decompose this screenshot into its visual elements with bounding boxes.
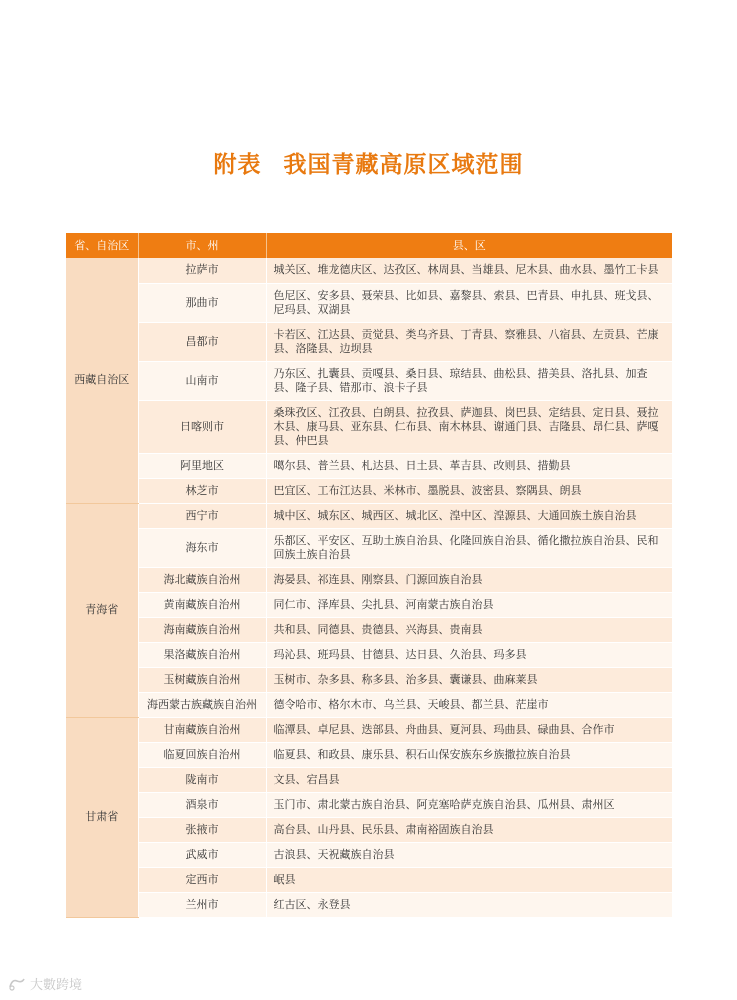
table-row [66, 322, 672, 361]
table-row [66, 617, 672, 642]
city-cell: 日喀则市 [138, 400, 266, 453]
city-cell: 甘南藏族自治州 [138, 717, 266, 742]
city-cell: 临夏回族自治州 [138, 742, 266, 767]
county-cell: 玉树市、杂多县、称多县、治多县、囊谦县、曲麻莱县 [266, 667, 672, 692]
city-cell: 阿里地区 [138, 453, 266, 478]
watermark-text: 大數跨境 [30, 978, 83, 993]
city-cell: 那曲市 [138, 283, 266, 322]
table-row [66, 692, 672, 717]
table-row [66, 528, 672, 567]
table-row [66, 892, 672, 917]
city-cell: 酒泉市 [138, 792, 266, 817]
table-row [66, 453, 672, 478]
county-cell: 桑珠孜区、江孜县、白朗县、拉孜县、萨迦县、岗巴县、定结县、定日县、聂拉木县、康马县、亚东县、仁布县、南木林县、谢通门县、吉隆县、昂仁县、萨嘎县、仲巴县 [266, 400, 672, 453]
city-cell: 张掖市 [138, 817, 266, 842]
header-county: 县、区 [266, 233, 672, 258]
city-cell: 陇南市 [138, 767, 266, 792]
province-cell: 西藏自治区 [66, 258, 138, 503]
table-row [66, 717, 672, 742]
city-cell: 定西市 [138, 867, 266, 892]
city-cell: 海东市 [138, 528, 266, 567]
header-province: 省、自治区 [66, 233, 138, 258]
county-cell: 红古区、永登县 [266, 892, 672, 917]
table-header-row [66, 233, 672, 258]
county-cell: 同仁市、泽库县、尖扎县、河南蒙古族自治县 [266, 592, 672, 617]
county-cell: 色尼区、安多县、聂荣县、比如县、嘉黎县、索县、巴青县、申扎县、班戈县、尼玛县、双湖县 [266, 283, 672, 322]
table-row [66, 258, 672, 283]
city-cell: 海西蒙古族藏族自治州 [138, 692, 266, 717]
province-cell: 甘肃省 [66, 717, 138, 917]
table-row [66, 478, 672, 503]
county-cell: 古浪县、天祝藏族自治县 [266, 842, 672, 867]
city-cell: 林芝市 [138, 478, 266, 503]
city-cell: 海北藏族自治州 [138, 567, 266, 592]
county-cell: 卡若区、江达县、贡觉县、类乌齐县、丁青县、察雅县、八宿县、左贡县、芒康县、洛隆县、边坝县 [266, 322, 672, 361]
county-cell: 城关区、堆龙德庆区、达孜区、林周县、当雄县、尼木县、曲水县、墨竹工卡县 [266, 258, 672, 283]
county-cell: 巴宜区、工布江达县、米林市、墨脱县、波密县、察隅县、朗县 [266, 478, 672, 503]
table-row [66, 400, 672, 453]
city-cell: 黄南藏族自治州 [138, 592, 266, 617]
city-cell: 兰州市 [138, 892, 266, 917]
county-cell: 岷县 [266, 867, 672, 892]
county-cell: 乃东区、扎囊县、贡嘎县、桑日县、琼结县、曲松县、措美县、洛扎县、加查县、隆子县、错那市、浪卡子县 [266, 361, 672, 400]
city-cell: 果洛藏族自治州 [138, 642, 266, 667]
county-cell: 共和县、同德县、贵德县、兴海县、贵南县 [266, 617, 672, 642]
county-cell: 噶尔县、普兰县、札达县、日土县、革吉县、改则县、措勤县 [266, 453, 672, 478]
county-cell: 玛沁县、班玛县、甘德县、达日县、久治县、玛多县 [266, 642, 672, 667]
table-row [66, 503, 672, 528]
county-cell: 乐都区、平安区、互助土族自治县、化隆回族自治县、循化撒拉族自治县、民和回族土族自治县 [266, 528, 672, 567]
city-cell: 玉树藏族自治州 [138, 667, 266, 692]
watermark-logo-icon [8, 977, 26, 991]
table-row [66, 567, 672, 592]
city-cell: 海南藏族自治州 [138, 617, 266, 642]
title-prefix: 附表 [213, 152, 262, 178]
region-table [66, 233, 672, 918]
table-row [66, 361, 672, 400]
table-row [66, 842, 672, 867]
table-row [66, 742, 672, 767]
title-text: 我国青藏高原区域范围 [283, 152, 524, 178]
county-cell: 临夏县、和政县、康乐县、积石山保安族东乡族撒拉族自治县 [266, 742, 672, 767]
county-cell: 城中区、城东区、城西区、城北区、湟中区、湟源县、大通回族土族自治县 [266, 503, 672, 528]
table-body [66, 258, 672, 917]
county-cell: 文县、宕昌县 [266, 767, 672, 792]
table-row [66, 867, 672, 892]
table-row [66, 767, 672, 792]
city-cell: 昌都市 [138, 322, 266, 361]
city-cell: 西宁市 [138, 503, 266, 528]
watermark [8, 974, 82, 993]
county-cell: 临潭县、卓尼县、迭部县、舟曲县、夏河县、玛曲县、碌曲县、合作市 [266, 717, 672, 742]
county-cell: 高台县、山丹县、民乐县、肃南裕固族自治县 [266, 817, 672, 842]
table-row [66, 592, 672, 617]
header-city: 市、州 [138, 233, 266, 258]
city-cell: 武威市 [138, 842, 266, 867]
province-cell: 青海省 [66, 503, 138, 717]
county-cell: 海晏县、祁连县、刚察县、门源回族自治县 [266, 567, 672, 592]
table-row [66, 667, 672, 692]
county-cell: 玉门市、肃北蒙古族自治县、阿克塞哈萨克族自治县、瓜州县、肃州区 [266, 792, 672, 817]
table-row [66, 642, 672, 667]
page-title [0, 146, 737, 179]
county-cell: 德令哈市、格尔木市、乌兰县、天峻县、都兰县、茫崖市 [266, 692, 672, 717]
table-row [66, 792, 672, 817]
city-cell: 拉萨市 [138, 258, 266, 283]
table-row [66, 817, 672, 842]
city-cell: 山南市 [138, 361, 266, 400]
table-row [66, 283, 672, 322]
